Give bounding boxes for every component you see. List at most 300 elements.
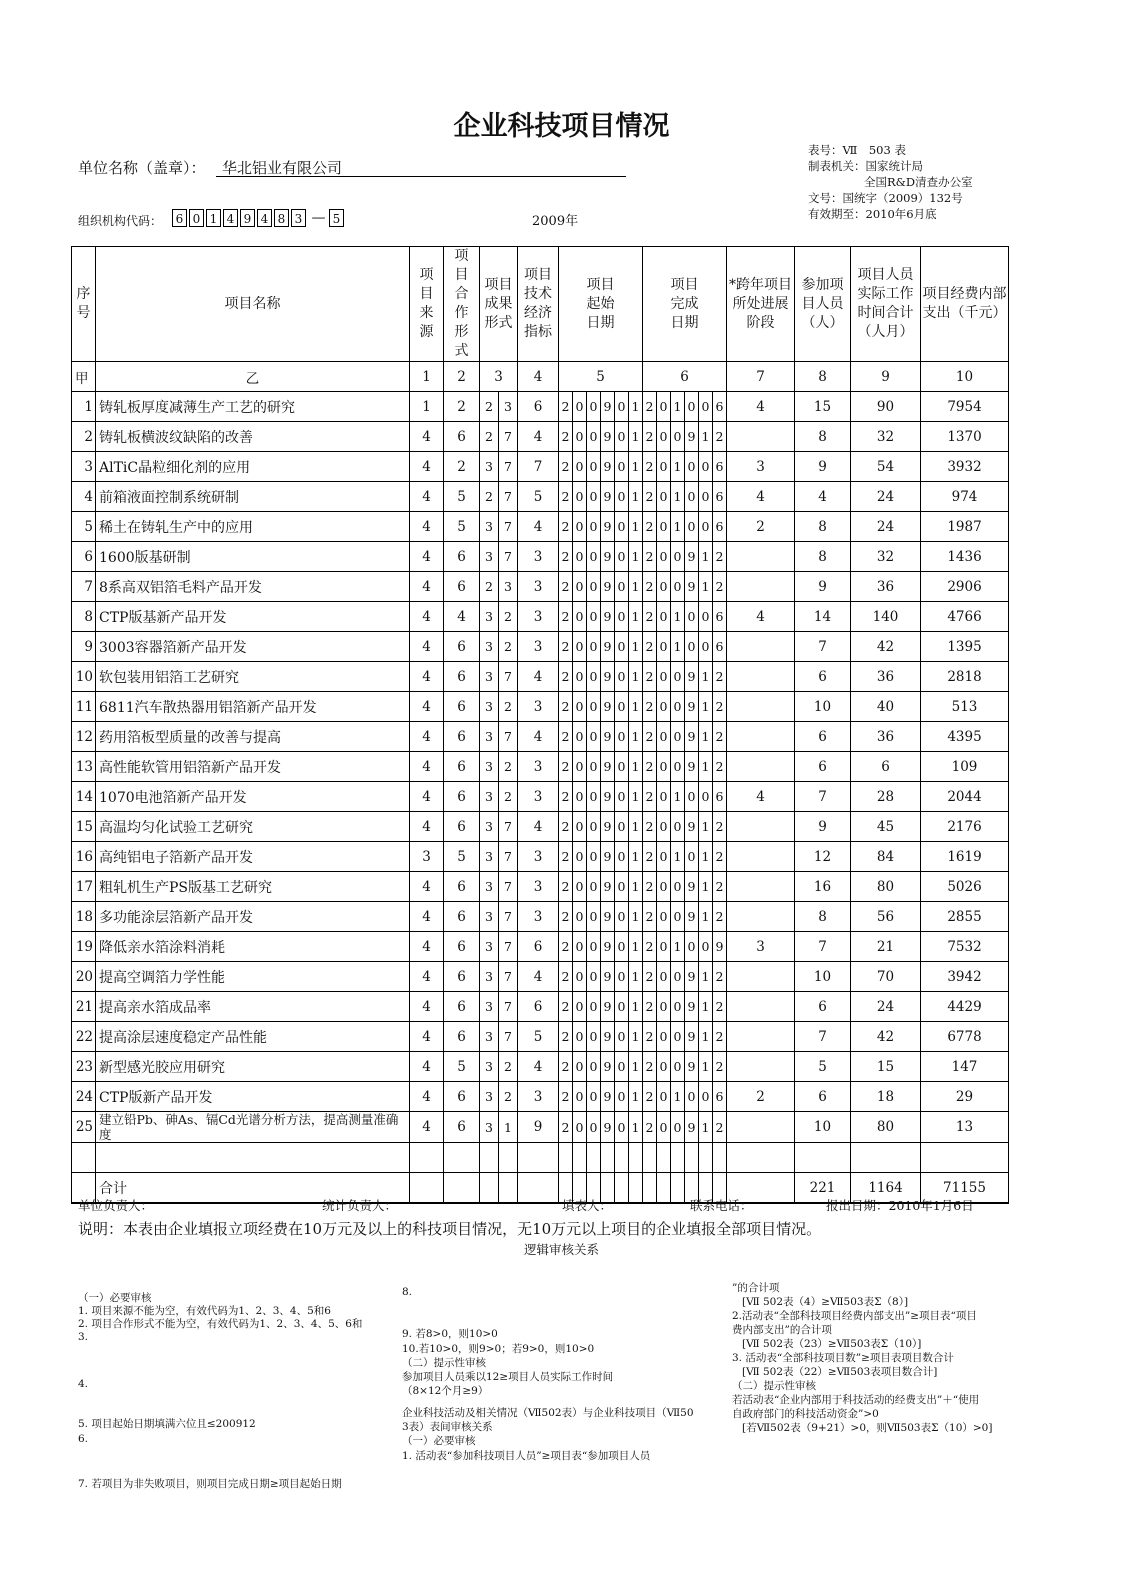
row-work-time: 90 (851, 392, 921, 422)
row-start-digit: 2 (559, 1112, 573, 1143)
row-result-digit: 3 (480, 1022, 499, 1052)
row-start-digit: 0 (587, 1052, 601, 1082)
total-empty-cell (518, 1173, 559, 1204)
row-seq: 14 (72, 782, 96, 812)
row-project-name: CTP版基新产品开发 (96, 602, 410, 632)
row-cooperation: 6 (444, 692, 480, 722)
row-seq: 19 (72, 932, 96, 962)
row-end-digit: 9 (685, 902, 699, 932)
row-result-digit: 7 (499, 992, 518, 1022)
row-start-digit: 9 (601, 692, 615, 722)
row-end-digit: 0 (671, 902, 685, 932)
table-row (72, 602, 1009, 632)
row-start-digit: 0 (615, 812, 629, 842)
logic-col2-line: 10.若10>0，则9>0；若9>0，则10>0 (402, 1343, 595, 1355)
empty-cell (657, 1143, 671, 1173)
row-result-digit: 3 (480, 782, 499, 812)
projects-table (71, 246, 1009, 1204)
row-end-digit: 1 (699, 872, 713, 902)
row-result-digit: 1 (499, 1112, 518, 1143)
row-participants: 6 (795, 752, 851, 782)
empty-cell (96, 1143, 410, 1173)
subheader-cell: 6 (643, 362, 727, 392)
row-end-digit: 0 (657, 842, 671, 872)
row-project-name: 稀土在铸轧生产中的应用 (96, 512, 410, 542)
row-progress-stage (727, 752, 795, 782)
row-start-digit: 9 (601, 452, 615, 482)
row-end-digit: 2 (643, 1052, 657, 1082)
row-work-time: 6 (851, 752, 921, 782)
row-cooperation: 6 (444, 1022, 480, 1052)
header-source: 项目来源 (410, 247, 444, 362)
header-project-name: 项目名称 (96, 247, 410, 362)
empty-cell (713, 1143, 727, 1173)
row-cooperation: 6 (444, 812, 480, 842)
document-number: 文号：国统字（2009）132号 (808, 191, 963, 205)
org-code-digit: 1 (206, 209, 221, 227)
table-row (72, 932, 1009, 962)
row-internal-cost: 147 (921, 1052, 1009, 1082)
row-end-digit: 0 (657, 722, 671, 752)
row-start-digit: 1 (629, 722, 643, 752)
row-source: 4 (410, 872, 444, 902)
logic-col3-line: [Ⅶ 502表（22）≥Ⅶ503表项目数合计] (742, 1366, 938, 1378)
row-project-name: 软包装用铝箔工艺研究 (96, 662, 410, 692)
logic-col2-line: 8. (402, 1286, 413, 1298)
row-end-digit: 1 (699, 902, 713, 932)
row-end-digit: 0 (671, 812, 685, 842)
empty-cell (629, 1143, 643, 1173)
subheader-cell: 9 (851, 362, 921, 392)
row-end-digit: 6 (713, 782, 727, 812)
row-cooperation: 6 (444, 962, 480, 992)
row-cooperation: 6 (444, 992, 480, 1022)
row-tech-index: 6 (518, 992, 559, 1022)
row-result-digit: 3 (480, 722, 499, 752)
subheader-cell: 10 (921, 362, 1009, 392)
table-row (72, 422, 1009, 452)
row-start-digit: 1 (629, 782, 643, 812)
row-source: 4 (410, 482, 444, 512)
empty-cell (643, 1143, 657, 1173)
row-seq: 7 (72, 572, 96, 602)
row-end-digit: 0 (685, 1082, 699, 1112)
row-end-digit: 2 (713, 962, 727, 992)
row-work-time: 54 (851, 452, 921, 482)
row-start-digit: 1 (629, 542, 643, 572)
row-start-digit: 1 (629, 992, 643, 1022)
table-row (72, 392, 1009, 422)
row-participants: 5 (795, 1052, 851, 1082)
logic-col1-line: 3. (78, 1331, 89, 1343)
row-end-digit: 0 (657, 962, 671, 992)
logic-col2-line: 9. 若8>0，则10>0 (402, 1328, 498, 1340)
row-work-time: 42 (851, 1022, 921, 1052)
logic-col1-line: 4. (78, 1378, 89, 1390)
row-end-digit: 0 (685, 392, 699, 422)
row-start-digit: 1 (629, 902, 643, 932)
row-end-digit: 9 (685, 1022, 699, 1052)
row-progress-stage (727, 722, 795, 752)
logic-col3-line: 自政府部门的科技活动资金”>0 (732, 1408, 879, 1420)
row-start-digit: 0 (615, 692, 629, 722)
row-source: 4 (410, 572, 444, 602)
row-tech-index: 5 (518, 482, 559, 512)
row-end-digit: 2 (643, 662, 657, 692)
table-row (72, 722, 1009, 752)
logic-col1-line: 5. 项目起始日期填满六位且≤200912 (78, 1418, 256, 1430)
subheader-cell: 甲 (72, 362, 96, 392)
row-end-digit: 1 (699, 692, 713, 722)
row-project-name: AlTiC晶粒细化剂的应用 (96, 452, 410, 482)
row-result-digit: 7 (499, 1022, 518, 1052)
row-end-digit: 0 (657, 1022, 671, 1052)
row-start-digit: 1 (629, 752, 643, 782)
row-end-digit: 2 (713, 752, 727, 782)
org-code-check-digit: 5 (329, 209, 344, 227)
row-end-digit: 0 (671, 1052, 685, 1082)
empty-cell (795, 1143, 851, 1173)
row-end-digit: 2 (713, 842, 727, 872)
row-end-digit: 2 (713, 692, 727, 722)
row-participants: 7 (795, 932, 851, 962)
row-end-digit: 2 (713, 542, 727, 572)
row-start-digit: 0 (587, 482, 601, 512)
total-participants: 221 (795, 1173, 851, 1204)
row-end-digit: 0 (671, 692, 685, 722)
row-result-digit: 2 (499, 782, 518, 812)
row-source: 4 (410, 632, 444, 662)
row-participants: 7 (795, 632, 851, 662)
row-start-digit: 2 (559, 812, 573, 842)
row-internal-cost: 4395 (921, 722, 1009, 752)
row-internal-cost: 1395 (921, 632, 1009, 662)
row-result-digit: 7 (499, 482, 518, 512)
row-start-digit: 0 (615, 1112, 629, 1143)
row-seq: 6 (72, 542, 96, 572)
row-seq: 11 (72, 692, 96, 722)
table-row (72, 842, 1009, 872)
logic-col2-line: 1. 活动表“参加科技项目人员”≥项目表“参加项目人员 (402, 1450, 651, 1462)
row-tech-index: 4 (518, 1052, 559, 1082)
org-code-digit: 3 (291, 209, 306, 227)
total-empty-cell (657, 1173, 671, 1204)
row-result-digit: 2 (480, 392, 499, 422)
row-source: 3 (410, 842, 444, 872)
row-source: 4 (410, 602, 444, 632)
row-tech-index: 3 (518, 842, 559, 872)
row-progress-stage (727, 962, 795, 992)
row-end-digit: 9 (685, 812, 699, 842)
org-code-digit: 6 (172, 209, 187, 227)
row-participants: 7 (795, 1022, 851, 1052)
row-end-digit: 0 (671, 662, 685, 692)
row-end-digit: 0 (671, 752, 685, 782)
row-start-digit: 0 (587, 512, 601, 542)
row-participants: 15 (795, 392, 851, 422)
row-result-digit: 7 (499, 452, 518, 482)
row-source: 4 (410, 692, 444, 722)
row-result-digit: 3 (480, 662, 499, 692)
row-start-digit: 0 (615, 392, 629, 422)
row-source: 4 (410, 722, 444, 752)
row-result-digit: 3 (480, 1112, 499, 1143)
row-end-digit: 0 (685, 452, 699, 482)
total-work-time: 1164 (851, 1173, 921, 1204)
row-end-digit: 0 (699, 932, 713, 962)
table-row (72, 1022, 1009, 1052)
row-end-digit: 0 (657, 782, 671, 812)
row-tech-index: 9 (518, 1112, 559, 1143)
row-start-digit: 0 (587, 842, 601, 872)
row-end-digit: 2 (713, 1022, 727, 1052)
row-end-digit: 0 (671, 422, 685, 452)
row-work-time: 40 (851, 692, 921, 722)
subheader-cell: 乙 (96, 362, 410, 392)
row-start-digit: 0 (587, 422, 601, 452)
form-number: 表号：Ⅶ 503 表 (808, 143, 906, 157)
row-start-digit: 2 (559, 392, 573, 422)
row-start-digit: 0 (615, 722, 629, 752)
row-internal-cost: 2044 (921, 782, 1009, 812)
row-end-digit: 2 (643, 692, 657, 722)
row-start-digit: 2 (559, 842, 573, 872)
page-title: 企业科技项目情况 (453, 111, 670, 142)
row-cooperation: 6 (444, 932, 480, 962)
total-empty-cell (671, 1173, 685, 1204)
row-internal-cost: 3942 (921, 962, 1009, 992)
row-start-digit: 9 (601, 752, 615, 782)
issuing-org: 制表机关：国家统计局 (808, 159, 923, 173)
row-end-digit: 0 (657, 902, 671, 932)
row-end-digit: 2 (643, 752, 657, 782)
row-end-digit: 6 (713, 602, 727, 632)
row-project-name: 铸轧板厚度减薄生产工艺的研究 (96, 392, 410, 422)
row-start-digit: 1 (629, 602, 643, 632)
row-end-digit: 0 (657, 992, 671, 1022)
row-result-digit: 2 (499, 1052, 518, 1082)
row-result-digit: 3 (480, 752, 499, 782)
table-row (72, 572, 1009, 602)
row-result-digit: 7 (499, 962, 518, 992)
row-tech-index: 4 (518, 422, 559, 452)
row-start-digit: 1 (629, 1022, 643, 1052)
row-internal-cost: 3932 (921, 452, 1009, 482)
row-end-digit: 2 (643, 572, 657, 602)
empty-cell (851, 1143, 921, 1173)
row-end-digit: 0 (699, 1082, 713, 1112)
row-end-digit: 2 (643, 812, 657, 842)
row-tech-index: 3 (518, 572, 559, 602)
row-start-digit: 0 (615, 482, 629, 512)
row-end-digit: 1 (699, 542, 713, 572)
row-result-digit: 2 (499, 632, 518, 662)
row-result-digit: 2 (480, 422, 499, 452)
filler-label: 填表人： (562, 1198, 613, 1213)
row-start-digit: 9 (601, 1052, 615, 1082)
row-tech-index: 4 (518, 812, 559, 842)
row-end-digit: 0 (699, 512, 713, 542)
logic-col2-line: 企业科技活动及相关情况（Ⅶ502表）与企业科技项目（Ⅶ50 (402, 1407, 694, 1419)
row-end-digit: 0 (699, 782, 713, 812)
row-start-digit: 2 (559, 542, 573, 572)
row-start-digit: 0 (573, 542, 587, 572)
row-tech-index: 6 (518, 392, 559, 422)
row-end-digit: 0 (657, 482, 671, 512)
row-result-digit: 7 (499, 842, 518, 872)
row-seq: 17 (72, 872, 96, 902)
row-tech-index: 4 (518, 722, 559, 752)
row-end-digit: 2 (643, 632, 657, 662)
total-empty-cell (410, 1173, 444, 1204)
row-seq: 24 (72, 1082, 96, 1112)
table-row (72, 1052, 1009, 1082)
row-tech-index: 3 (518, 752, 559, 782)
row-result-digit: 3 (480, 932, 499, 962)
row-start-digit: 1 (629, 1082, 643, 1112)
row-end-digit: 0 (671, 962, 685, 992)
row-seq: 22 (72, 1022, 96, 1052)
row-end-digit: 0 (657, 602, 671, 632)
logic-col1-line: （一）必要审核 (78, 1292, 152, 1304)
logic-col2-line: 3表）表间审核关系 (402, 1421, 493, 1433)
row-source: 4 (410, 752, 444, 782)
row-end-digit: 0 (685, 602, 699, 632)
row-end-digit: 0 (657, 392, 671, 422)
row-end-digit: 1 (671, 512, 685, 542)
total-empty-cell (499, 1173, 518, 1204)
row-start-digit: 9 (601, 782, 615, 812)
row-result-digit: 7 (499, 932, 518, 962)
row-start-digit: 1 (629, 512, 643, 542)
row-start-digit: 0 (615, 662, 629, 692)
logic-col3-line: 费内部支出”的合计项 (732, 1324, 832, 1336)
row-end-digit: 2 (643, 392, 657, 422)
row-source: 4 (410, 932, 444, 962)
row-start-digit: 0 (615, 1082, 629, 1112)
empty-cell (685, 1143, 699, 1173)
row-internal-cost: 2906 (921, 572, 1009, 602)
row-result-digit: 3 (480, 842, 499, 872)
header-start-date: 项目起始日期 (559, 247, 643, 362)
row-start-digit: 0 (587, 602, 601, 632)
row-internal-cost: 974 (921, 482, 1009, 512)
row-project-name: 前箱液面控制系统研制 (96, 482, 410, 512)
empty-cell (587, 1143, 601, 1173)
row-participants: 10 (795, 962, 851, 992)
row-work-time: 45 (851, 812, 921, 842)
row-end-digit: 1 (699, 1112, 713, 1143)
row-start-digit: 0 (615, 932, 629, 962)
row-end-digit: 9 (685, 1052, 699, 1082)
row-start-digit: 0 (573, 692, 587, 722)
row-progress-stage: 4 (727, 782, 795, 812)
row-source: 4 (410, 1112, 444, 1143)
row-end-digit: 1 (671, 842, 685, 872)
row-result-digit: 2 (499, 1082, 518, 1112)
row-progress-stage (727, 842, 795, 872)
row-start-digit: 2 (559, 902, 573, 932)
row-start-digit: 0 (573, 662, 587, 692)
row-seq: 9 (72, 632, 96, 662)
row-participants: 10 (795, 1112, 851, 1143)
row-participants: 9 (795, 572, 851, 602)
org-code-boxes (172, 209, 346, 227)
logic-col3-line: ”的合计项 (732, 1282, 780, 1294)
row-cooperation: 6 (444, 542, 480, 572)
row-cooperation: 6 (444, 722, 480, 752)
row-result-digit: 7 (499, 662, 518, 692)
row-work-time: 18 (851, 1082, 921, 1112)
row-end-digit: 1 (671, 782, 685, 812)
row-start-digit: 1 (629, 1052, 643, 1082)
row-end-digit: 1 (699, 992, 713, 1022)
row-project-name: 高性能软管用铝箔新产品开发 (96, 752, 410, 782)
header-progress-stage: *跨年项目所处进展阶段 (727, 247, 795, 362)
table-row (72, 632, 1009, 662)
row-project-name: 提高涂层速度稳定产品性能 (96, 1022, 410, 1052)
logic-col2-line: （二）提示性审核 (402, 1357, 486, 1369)
row-source: 4 (410, 812, 444, 842)
row-start-digit: 0 (573, 512, 587, 542)
table-row (72, 872, 1009, 902)
row-start-digit: 0 (587, 752, 601, 782)
unit-name-label: 单位名称（盖章）： (78, 159, 206, 177)
row-start-digit: 1 (629, 572, 643, 602)
row-end-digit: 2 (643, 1022, 657, 1052)
row-participants: 14 (795, 602, 851, 632)
row-source: 4 (410, 1022, 444, 1052)
row-start-digit: 0 (615, 752, 629, 782)
row-progress-stage (727, 872, 795, 902)
row-start-digit: 0 (587, 962, 601, 992)
row-start-digit: 1 (629, 962, 643, 992)
row-progress-stage (727, 992, 795, 1022)
row-end-digit: 6 (713, 482, 727, 512)
row-participants: 8 (795, 542, 851, 572)
unit-head-label: 单位负责人： (78, 1198, 154, 1213)
row-result-digit: 3 (480, 452, 499, 482)
row-start-digit: 0 (587, 812, 601, 842)
row-end-digit: 0 (657, 422, 671, 452)
table-row (72, 662, 1009, 692)
row-end-digit: 2 (643, 602, 657, 632)
row-seq: 16 (72, 842, 96, 872)
row-start-digit: 0 (587, 632, 601, 662)
logic-col2-line: （一）必要审核 (402, 1435, 476, 1447)
row-work-time: 32 (851, 422, 921, 452)
row-project-name: 提高亲水箔成品率 (96, 992, 410, 1022)
row-start-digit: 0 (615, 512, 629, 542)
row-start-digit: 0 (573, 962, 587, 992)
empty-row (72, 1143, 1009, 1173)
row-project-name: 1070电池箔新产品开发 (96, 782, 410, 812)
row-result-digit: 2 (499, 692, 518, 722)
row-cooperation: 5 (444, 1052, 480, 1082)
row-result-digit: 3 (499, 572, 518, 602)
row-end-digit: 2 (643, 1112, 657, 1143)
row-source: 4 (410, 422, 444, 452)
row-internal-cost: 2818 (921, 662, 1009, 692)
row-end-digit: 2 (713, 722, 727, 752)
row-end-digit: 2 (643, 722, 657, 752)
row-result-digit: 3 (480, 542, 499, 572)
row-project-name: 8系高双铝箔毛料产品开发 (96, 572, 410, 602)
empty-cell (921, 1143, 1009, 1173)
row-seq: 25 (72, 1112, 96, 1143)
logic-col3-line: 2.活动表“全部科技项目经费内部支出”≥项目表“项目 (732, 1310, 977, 1322)
row-tech-index: 3 (518, 902, 559, 932)
